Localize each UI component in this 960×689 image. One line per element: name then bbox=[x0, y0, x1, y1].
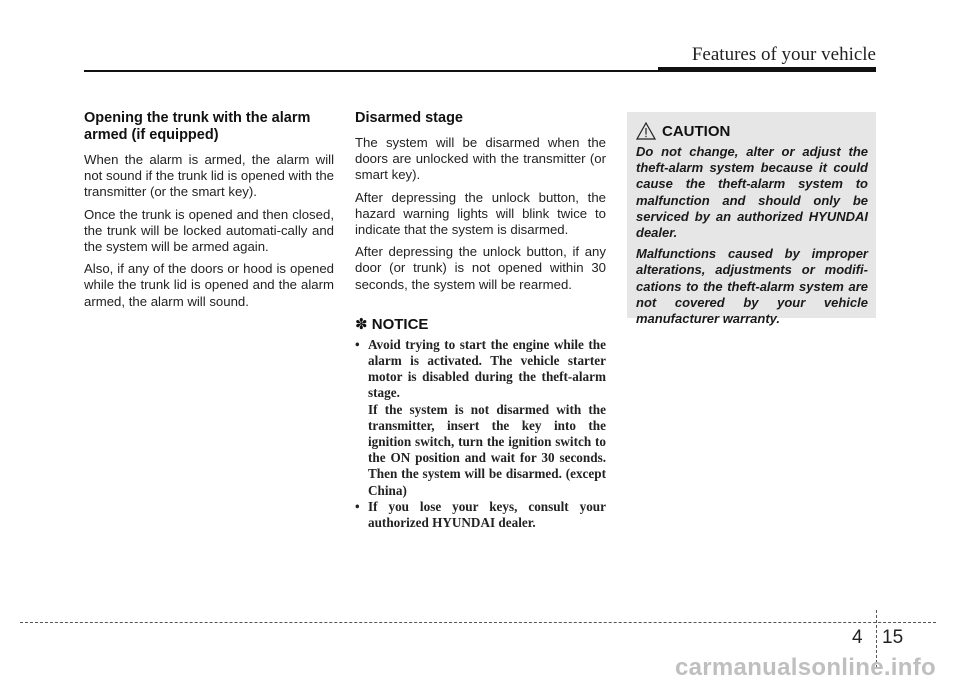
section-heading-disarmed: Disarmed stage bbox=[355, 110, 463, 126]
notice-text: Avoid trying to start the engine while the alarm is activated. The vehicle starter motor is disabled during the theft-alarm stage. bbox=[368, 336, 606, 401]
paragraph: After depressing the unlock button, the hazard warning lights will blink twice to indicate that the system is disarmed. bbox=[355, 189, 606, 238]
column-middle bbox=[355, 110, 606, 531]
notice-text: If you lose your keys, consult your authorized HYUNDAI dealer. bbox=[368, 498, 606, 531]
section-heading-trunk: Opening the trunk with the alarm armed (if equipped) bbox=[84, 110, 311, 143]
paragraph: The system will be disarmed when the doors are unlocked with the transmitter (or smart key). bbox=[355, 135, 606, 183]
column-left bbox=[84, 110, 334, 316]
caution-header bbox=[636, 122, 868, 140]
notice-item bbox=[355, 337, 606, 499]
bullet-icon: • bbox=[355, 336, 360, 352]
bullet-icon: • bbox=[355, 498, 360, 514]
header-title: Features of your vehicle bbox=[691, 44, 876, 65]
paragraph: When the alarm is armed, the alarm will not sound if the trunk lid is opened with the transmitter (or the smart key). bbox=[84, 152, 334, 200]
notice-text: If the system is not disarmed with the transmitter, insert the key into the ignition switch, turn the ignition switch to the ON position and wait for 30 seconds. Then the system will be disarmed. (except China) bbox=[368, 401, 606, 498]
caution-paragraph: Malfunctions caused by improper alterations, adjustments or modifi-cations to the theft-alarm system are not covered by your vehicle manufacturer warranty. bbox=[636, 246, 868, 327]
caution-title: CAUTION bbox=[662, 122, 731, 140]
notice-item bbox=[355, 499, 606, 531]
watermark: carmanualsonline.info bbox=[674, 654, 936, 681]
warning-triangle-icon bbox=[636, 122, 656, 140]
caution-paragraph: Do not change, alter or adjust the theft-alarm system because it could cause the theft-alarm system to malfunction and should only be serviced by an authorized HYUNDAI dealer. bbox=[636, 144, 868, 241]
paragraph: Once the trunk is opened and then closed, the trunk will be locked automati-cally and the system will be armed again. bbox=[84, 206, 334, 255]
caution-box bbox=[627, 112, 876, 327]
notice-list bbox=[355, 337, 606, 531]
paragraph: After depressing the unlock button, if any door (or trunk) is not opened within 30 seconds, the system will be rearmed. bbox=[355, 244, 606, 292]
footer-divider bbox=[20, 622, 936, 623]
paragraph: Also, if any of the doors or hood is opened while the trunk lid is opened and the alarm armed, the alarm will sound. bbox=[84, 261, 334, 309]
notice-title: ✽ NOTICE bbox=[355, 315, 429, 333]
chapter-number: 4 bbox=[852, 627, 863, 648]
header-rule-accent bbox=[658, 67, 876, 72]
page-number: 15 bbox=[882, 627, 904, 648]
